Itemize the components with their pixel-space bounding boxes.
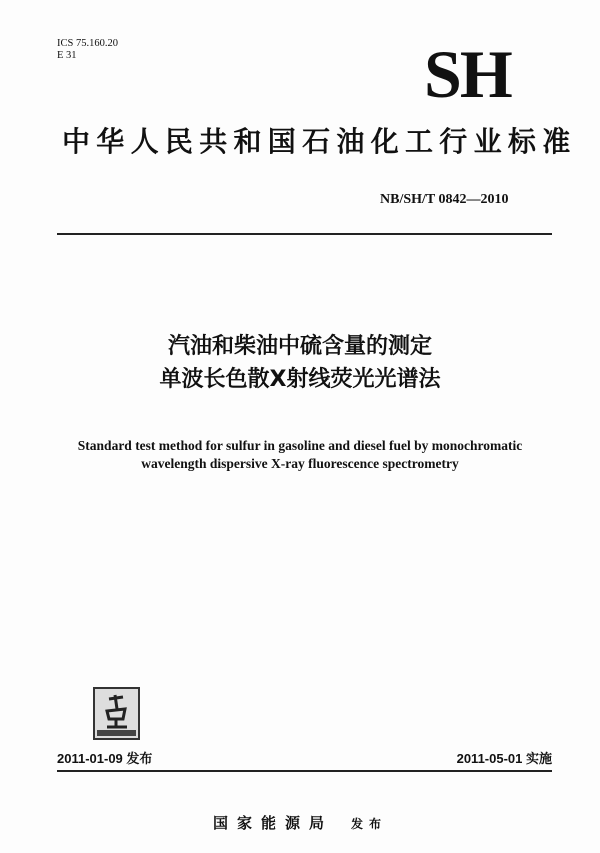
en-title-line1: Standard test method for sulfur in gasoline and diesel fuel by monochromatic: [77, 438, 523, 453]
issue-date: 2011-01-09 发布: [57, 751, 153, 766]
standard-number: NB/SH/T 0842—2010: [380, 192, 509, 207]
publisher-line: [0, 812, 600, 833]
divider-bottom: [57, 770, 552, 772]
implement-date: 2011-05-01 实施: [456, 751, 552, 766]
ics-code: ICS 75.160.20: [57, 38, 118, 49]
en-title-line2: wavelength dispersive X-ray fluorescence spectrometry: [141, 456, 459, 471]
cn-title-line1: 汽油和柴油中硫含量的测定: [167, 334, 432, 359]
divider-top: [57, 233, 552, 235]
ccs-code: E 31: [57, 50, 77, 61]
certification-stamp: [93, 687, 140, 740]
cn-title-line2: 单波长色散X射线荧光光谱法: [159, 367, 441, 392]
sh-logo: SH: [424, 36, 511, 112]
publish-label: 发布: [351, 817, 388, 831]
classification-codes: [57, 38, 118, 62]
org-title: 中华人民共和国石油化工行业标准: [62, 125, 577, 158]
publisher-name: 国家能源局: [212, 814, 333, 832]
